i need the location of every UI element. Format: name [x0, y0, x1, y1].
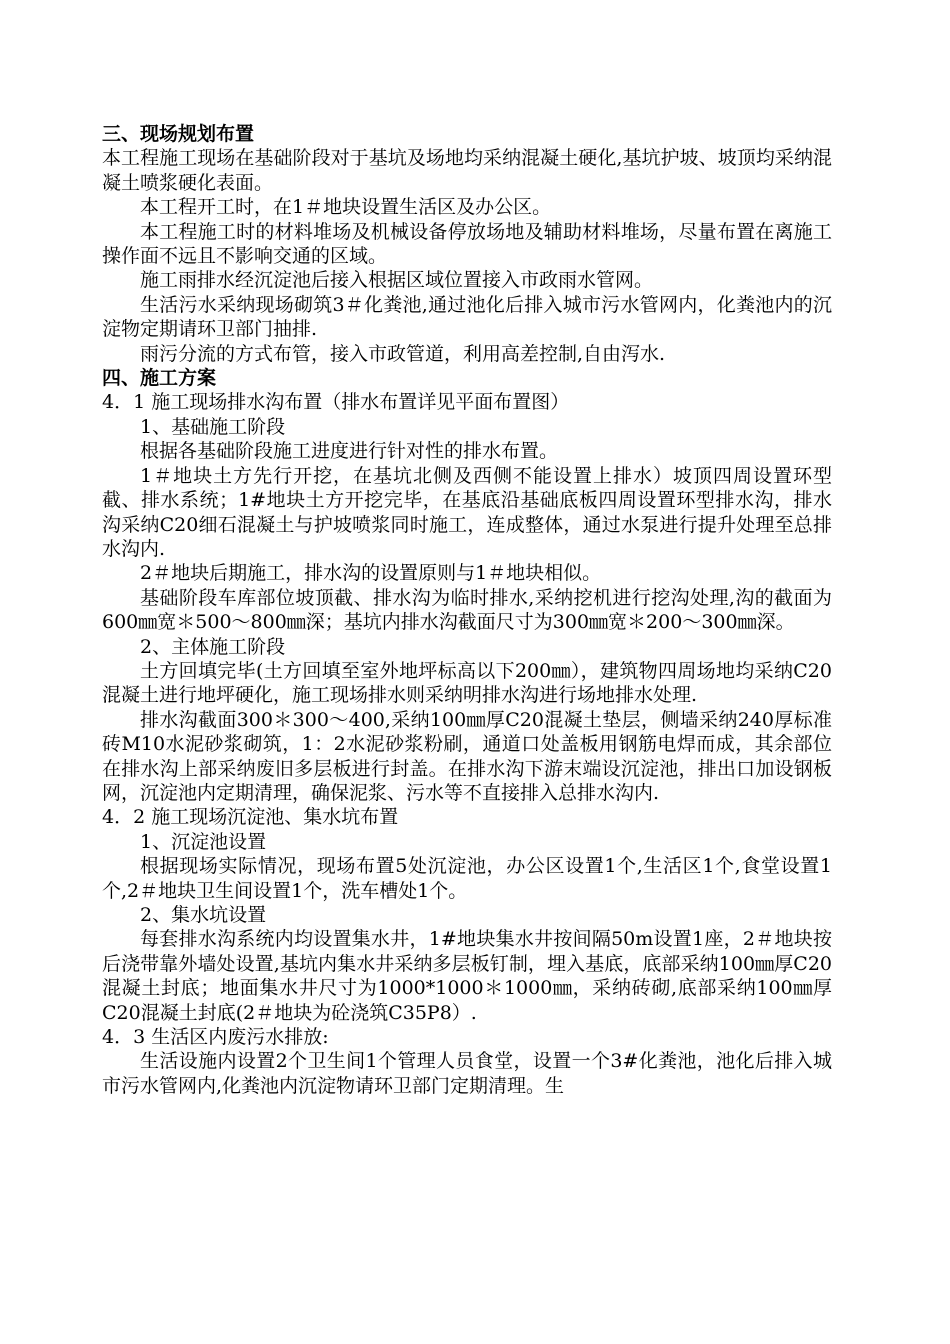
section-3-paragraph-2: 本工程开工时，在1＃地块设置生活区及办公区。 [140, 196, 552, 219]
section-4-1-sub-1: 1、基础施工阶段 [140, 415, 286, 438]
section-4-3-paragraph-1: 生活设施内设置2个卫生间1个管理人员食堂，设置一个3#化粪池，池化后排入城市污水管网内,化粪池内沉淀物请环卫部门定期清理。生 [102, 1050, 832, 1097]
section-4-1-paragraph-6: 排水沟截面300＊300～400,采纳100㎜厚C20混凝土垫层，侧墙采纳240厚标准砖M10水泥砂浆砌筑，1：2水泥砂浆粉刷，通道口处盖板用钢筋电焊而成，其余部位在排水沟上部采纳废旧多层板进行封盖。在排水沟下游末端设沉淀池，排出口加设钢板网，沉淀池内定期清理，确保泥浆、污水等不直接排入总排水沟内. [102, 708, 832, 804]
document-page [102, 122, 832, 1098]
section-3-paragraph-4: 施工雨排水经沉淀池后接入根据区域位置接入市政雨水管网。 [140, 269, 654, 292]
section-4-1-paragraph-2: 1＃地块土方先行开挖，在基坑北侧及西侧不能设置上排水）坡顶四周设置环型截、排水系统；1#地块土方开挖完毕，在基底沿基础底板四周设置环型排水沟，排水沟采纳C20细石混凝土与护坡喷浆同时施工，连成整体，通过水泵进行提升处理至总排水沟内. [102, 464, 832, 560]
section-4-2-title: 4．2 施工现场沉淀池、集水坑布置 [102, 806, 399, 829]
section-3-paragraph-5: 生活污水采纳现场砌筑3＃化粪池,通过池化后排入城市污水管网内，化粪池内的沉淀物定期请环卫部门抽排. [102, 293, 832, 341]
section-4-1-paragraph-3: 2＃地块后期施工，排水沟的设置原则与1＃地块相似。 [140, 562, 602, 585]
section-4-1-paragraph-4: 基础阶段车库部位坡顶截、排水沟为临时排水,采纳挖机进行挖沟处理,沟的截面为600㎜宽＊500～800㎜深；基坑内排水沟截面尺寸为300㎜宽＊200～300㎜深。 [102, 586, 832, 634]
section-4-2-sub-1: 1、沉淀池设置 [140, 830, 267, 853]
section-3-heading: 三、现场规划布置 [102, 123, 255, 145]
section-4-2-paragraph-1: 根据现场实际情况，现场布置5处沉淀池，办公区设置1个,生活区1个,食堂设置1个,2＃地块卫生间设置1个，洗车槽处1个。 [102, 855, 832, 902]
section-4-heading: 四、施工方案 [102, 367, 217, 390]
section-4-1-paragraph-1: 根据各基础阶段施工进度进行针对性的排水布置。 [140, 440, 559, 463]
section-3-paragraph-6: 雨污分流的方式布管，接入市政管道，利用高差控制,自由泻水. [140, 342, 666, 365]
section-4-2-sub-2: 2、集水坑设置 [140, 904, 267, 926]
section-4-3-title: 4．3 生活区内废污水排放: [102, 1026, 329, 1049]
section-4-1-sub-2: 2、主体施工阶段 [140, 635, 286, 658]
section-3-paragraph-3: 本工程施工时的材料堆场及机械设备停放场地及辅助材料堆场，尽量布置在离施工操作面不远且不影响交通的区域。 [102, 220, 832, 268]
section-4-1-title: 4．1 施工现场排水沟布置（排水布置详见平面布置图） [102, 391, 570, 414]
section-4-2-paragraph-2: 每套排水沟系统内均设置集水井，1#地块集水井按间隔50m设置1座，2＃地块按后浇带靠外墙处设置,基坑内集水井采纳多层板钉制，埋入基底，底部采纳100㎜厚C20混凝土封底；地面集水井尺寸为1000*1000＊1000㎜，采纳砖砌,底部采纳100㎜厚C20混凝土封底(2＃地块为砼浇筑C35P8）. [102, 928, 832, 1024]
section-3-paragraph-1: 本工程施工现场在基础阶段对于基坑及场地均采纳混凝土硬化,基坑护坡、坡顶均采纳混凝土喷浆硬化表面。 [102, 147, 832, 194]
section-4-1-paragraph-5: 土方回填完毕(土方回填至室外地坪标高以下200㎜），建筑物四周场地均采纳C20混凝土进行地坪硬化，施工现场排水则采纳明排水沟进行场地排水处理. [102, 659, 832, 707]
